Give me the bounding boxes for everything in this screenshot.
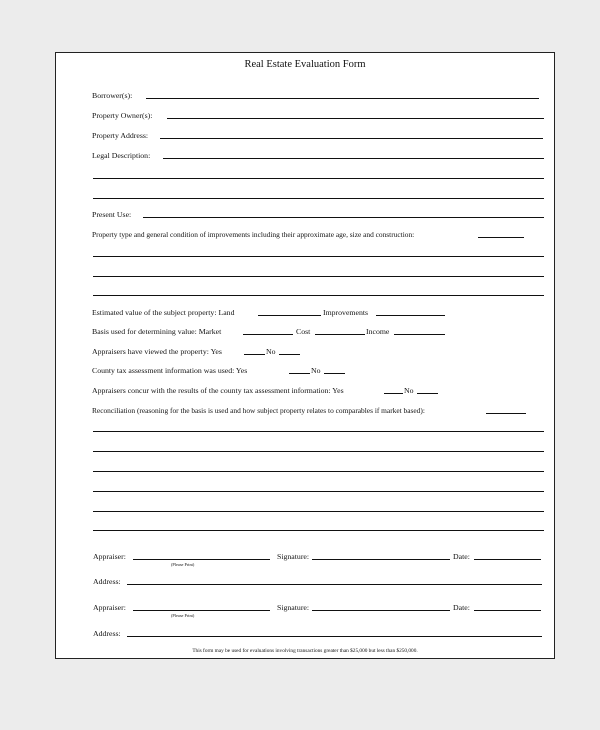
- reconciliation-field[interactable]: [486, 413, 526, 414]
- appraiser-name-field[interactable]: [133, 610, 270, 611]
- cost-field[interactable]: [315, 334, 365, 335]
- signature-label: Signature:: [277, 603, 310, 612]
- condition-field[interactable]: [478, 237, 524, 238]
- form-title: Real Estate Evaluation Form: [244, 59, 366, 70]
- income-field[interactable]: [394, 334, 445, 335]
- concur-yes-field[interactable]: [384, 393, 403, 394]
- income-label: Income: [366, 327, 390, 336]
- signature-field[interactable]: [312, 610, 450, 611]
- appraiser-label: Appraiser:: [93, 552, 126, 561]
- viewed-no-field[interactable]: [279, 354, 300, 355]
- condition-line[interactable]: [93, 256, 544, 257]
- borrowers-label: Borrower(s):: [92, 91, 133, 100]
- appraiser-address-field[interactable]: [127, 584, 542, 585]
- appraiser-label: Appraiser:: [93, 603, 126, 612]
- date-field[interactable]: [474, 559, 541, 560]
- legal-line[interactable]: [93, 178, 544, 179]
- owners-field[interactable]: [167, 118, 544, 119]
- footer-note: This form may be used for evaluations involving transactions greater than $25,000 but less than $250,000.: [192, 648, 418, 654]
- reconciliation-label: Reconciliation (reasoning for the basis is used and how subject property relates to comparables if market based):: [92, 406, 425, 415]
- condition-line[interactable]: [93, 276, 544, 277]
- present-use-field[interactable]: [143, 217, 544, 218]
- appraiser-name-field[interactable]: [133, 559, 270, 560]
- condition-label: Property type and general condition of improvements including their approximate age, size and construction:: [92, 230, 415, 239]
- viewed-no-label: No: [266, 347, 276, 356]
- please-print-note: (Please Print): [171, 613, 195, 618]
- legal-label: Legal Description:: [92, 151, 151, 160]
- address-label: Property Address:: [92, 131, 149, 140]
- county-no-field[interactable]: [324, 373, 345, 374]
- county-label: County tax assessment information was used: Yes: [92, 366, 248, 375]
- concur-no-field[interactable]: [417, 393, 438, 394]
- concur-label: Appraisers concur with the results of the county tax assessment information: Yes: [92, 386, 344, 395]
- signature-field[interactable]: [312, 559, 450, 560]
- appraiser-address-field[interactable]: [127, 636, 542, 637]
- reconciliation-line[interactable]: [93, 451, 544, 452]
- land-value-field[interactable]: [258, 315, 321, 316]
- form-page: [55, 52, 555, 659]
- appraiser-address-label: Address:: [93, 577, 121, 586]
- reconciliation-line[interactable]: [93, 491, 544, 492]
- viewed-label: Appraisers have viewed the property: Yes: [92, 347, 222, 356]
- appraiser-address-label: Address:: [93, 629, 121, 638]
- reconciliation-line[interactable]: [93, 511, 544, 512]
- owners-label: Property Owner(s):: [92, 111, 153, 120]
- county-yes-field[interactable]: [289, 373, 310, 374]
- date-label: Date:: [453, 552, 470, 561]
- legal-line[interactable]: [93, 198, 544, 199]
- reconciliation-line[interactable]: [93, 471, 544, 472]
- improvements-label: Improvements: [323, 308, 369, 317]
- signature-label: Signature:: [277, 552, 310, 561]
- reconciliation-line[interactable]: [93, 431, 544, 432]
- estimated-value-label: Estimated value of the subject property: Land: [92, 308, 235, 317]
- borrowers-field[interactable]: [146, 98, 539, 99]
- reconciliation-line[interactable]: [93, 530, 544, 531]
- date-field[interactable]: [474, 610, 541, 611]
- condition-line[interactable]: [93, 295, 544, 296]
- market-field[interactable]: [243, 334, 293, 335]
- legal-field[interactable]: [163, 158, 544, 159]
- present-use-label: Present Use:: [92, 210, 132, 219]
- basis-label: Basis used for determining value: Market: [92, 327, 222, 336]
- county-no-label: No: [311, 366, 321, 375]
- concur-no-label: No: [404, 386, 414, 395]
- cost-label: Cost: [296, 327, 311, 336]
- please-print-note: (Please Print): [171, 562, 195, 567]
- address-field[interactable]: [160, 138, 543, 139]
- date-label: Date:: [453, 603, 470, 612]
- viewed-yes-field[interactable]: [244, 354, 265, 355]
- improvements-field[interactable]: [376, 315, 445, 316]
